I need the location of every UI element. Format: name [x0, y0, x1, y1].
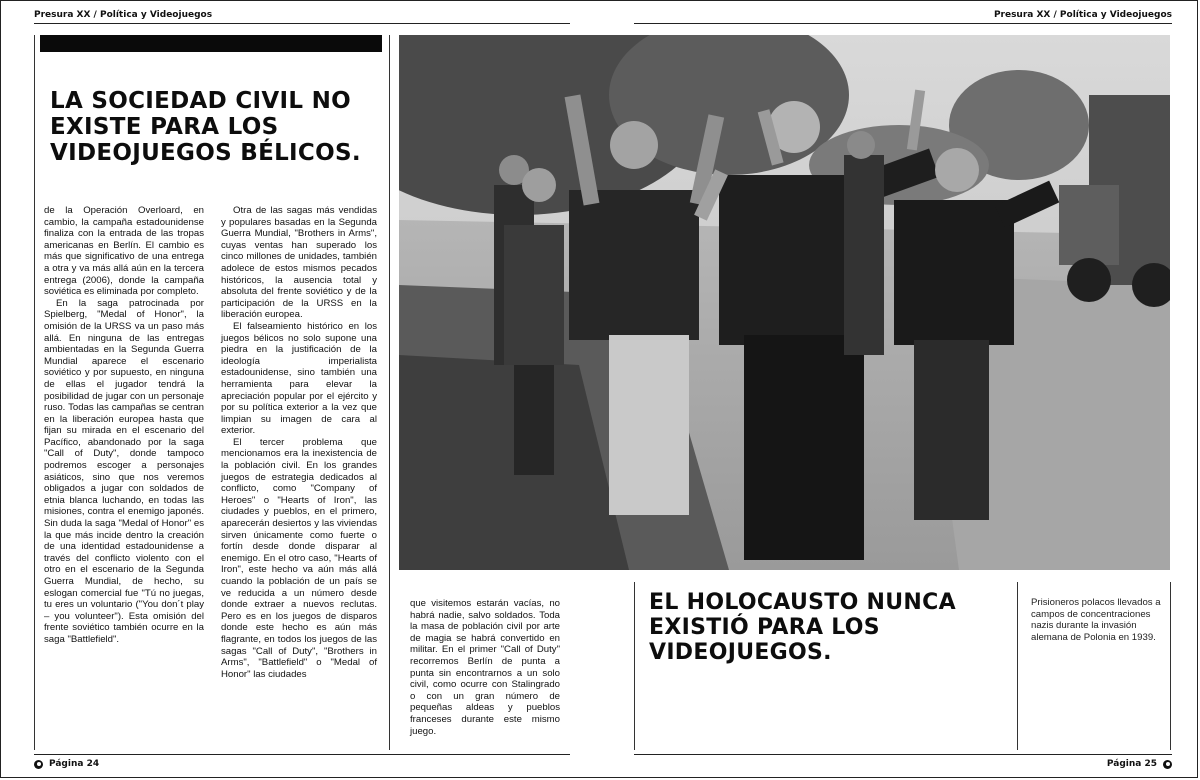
running-header-right: Presura XX / Política y Videojuegos [993, 10, 1172, 20]
column-rule-1 [389, 35, 390, 750]
column-rule-2 [634, 582, 635, 750]
header-rule-right [634, 23, 1172, 24]
page-number-right: Página 25 [1106, 759, 1157, 769]
photo-illustration [399, 35, 1170, 570]
paragraph: En la saga patrocinada por Spielberg, "Medal of Honor", la omisión de la URSS va un paso más allá. En ninguna de las entregas ambientadas en la Segunda Guerra Mundial aparece el escenario soviético y por supuesto, en ninguna de ellas el jugador tendrá la posibilidad de jugar con un personaje ruso. Todas las campañas se centran en la liberación europea hasta que fijan su mirada en el escenario del Pacífico, abandonado por la saga "Call of Duty", donde tampoco podremos escoger a personajes asiáticos, sino que nos veremos obligados a jugar con soldados de etnia blanca luchando, en todas las misiones, contra el enemigo japonés. Sin duda la saga "Medal of Honor" es la que más incide dentro la creación de una identidad estadounidense a través del conflicto violento con el otro en el escenario de la Segunda Guerra Mundial, de hecho, su eslogan comercial fue "Tú no juegas, tu eres un voluntario ("You don´t play – you volunteer"). Esta omisión del frente soviético también ocurre en la saga "Battlefield". [44, 297, 204, 645]
footer-right [1107, 759, 1172, 769]
running-header-left: Presura XX / Política y Videojuegos [34, 10, 213, 20]
paragraph: que visitemos estarán vacías, no habrá nadie, salvo soldados. Toda la masa de población civil por arte de magia se habrá convertido en militar. En el primer "Call of Duty" recorremos Berlín de punta a punta sin encontrarnos a un solo civil, como ocurre con Stalingrado o con un gran número de pequeñas aldeas y pueblos franceses durante este mismo juego. [410, 598, 560, 737]
article-headline: LA SOCIEDAD CIVIL NO EXISTE PARA LOS VIDEOJUEGOS BÉLICOS. [50, 88, 361, 166]
photo-caption: Prisioneros polacos llevados a campos de concentraciones nazis durante la invasión alemana de Polonia en 1939. [1031, 597, 1161, 643]
footer-left [34, 759, 99, 769]
page-bullet-icon [34, 760, 43, 769]
page-bullet-icon [1163, 760, 1172, 769]
right-margin-rule [1170, 582, 1171, 750]
header-rule-left [34, 23, 570, 24]
text-column-1 [44, 205, 204, 646]
text-column-3 [410, 598, 560, 737]
pull-quote: EL HOLOCAUSTO NUNCA EXISTIÓ PARA LOS VIDEOJUEGOS. [649, 590, 956, 665]
paragraph: Otra de las sagas más vendidas y populares basadas en la Segunda Guerra Mundial, "Brothers in Arms", cuyas ventas han superado los cinco millones de unidades, también adolece de estos mismos pecados históricos, la ausencia total y absoluta del frente soviético y de la participación de la URSS en la liberación europea. [221, 205, 377, 321]
prisoners-photo [399, 35, 1170, 570]
footer-rule-left [34, 754, 570, 755]
paragraph: de la Operación Overloard, en cambio, la campaña estadounidense finaliza con la entrada de las tropas americanas en Berlín. El cambio es más que significativo de una entrega a otra y va más allá aún en la tercera entrega (2006), donde la campaña soviética es eliminada por completo. [44, 205, 204, 298]
paragraph: El falseamiento histórico en los juegos bélicos no solo supone una piedra en la justificación de la ideología imperialista estadounidense, sino también una herramienta para elevar la apreciación popular por el ejército y por su política exterior a la vez que limpian su imagen de cara al exterior. [221, 320, 377, 437]
text-column-2 [221, 205, 377, 680]
paragraph: El tercer problema que mencionamos era la inexistencia de la población civil. En los grandes juegos de estrategia dedicados al conflicto, como "Company of Heroes" o "Hearts of Iron", las ciudades y pueblos, en el primero, aparecerán desiertos y las viviendas sirven únicamente como fuerte o fortín desde donde disparar al enemigo. En el otro caso, "Hearts of Iron", este hecho va aún más allá cuando la población de un país se ve reducida a un número desde donde extraer a nuevos reclutas. Pero es en los juegos de disparos donde este hecho es aún más flagrante, en todos los juegos de las sagas "Call of Duty", "Brothers in Arms", "Battlefield" o "Medal of Honor" las ciudades [221, 436, 377, 680]
column-rule-3 [1017, 582, 1018, 750]
left-margin-rule [34, 35, 35, 750]
footer-rule-right [634, 754, 1172, 755]
page-number-left: Página 24 [49, 759, 100, 769]
decorative-black-bar [40, 35, 382, 52]
